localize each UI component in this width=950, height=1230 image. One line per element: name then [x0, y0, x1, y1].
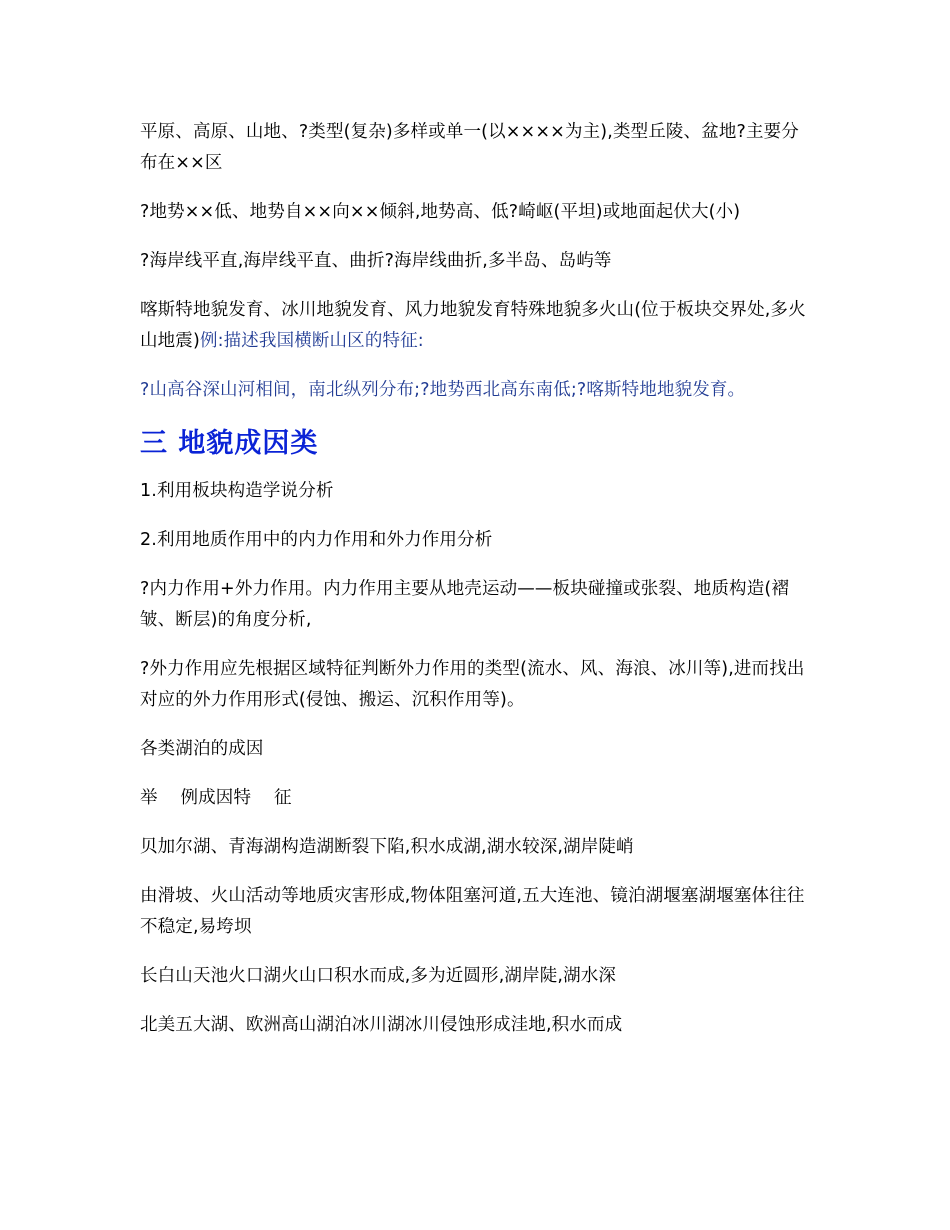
paragraph-lake-origins-title: 各类湖泊的成因: [140, 739, 264, 759]
paragraph-tectonic-lake: 贝加尔湖、青海湖构造湖断裂下陷,积水成湖,湖水较深,湖岸陡峭: [140, 837, 634, 857]
paragraph-barrier-lake: 由滑坡、火山活动等地质灾害形成,物体阻塞河道,五大连池、镜泊湖堰塞湖堰塞体往往不稳定,易垮坝: [140, 886, 805, 937]
document-page: [140, 117, 812, 1059]
paragraph-plate-tectonics: 1.利用板块构造学说分析: [140, 481, 334, 501]
paragraph-internal-force: ?内力作用+外力作用。内力作用主要从地壳运动——板块碰撞或张裂、地质构造(褶皱、断层)的角度分析,: [140, 579, 789, 630]
paragraph-terrain-slope: ?地势××低、地势自××向××倾斜,地势高、低?崎岖(平坦)或地面起伏大(小): [140, 202, 741, 222]
special-landforms-text: 喀斯特地貌发育、冰川地貌发育、风力地貌发育特殊地貌多火山(位于板块交界处,多火山地震): [140, 300, 806, 351]
paragraph-lake-table-header: 举 例成因特 征: [140, 788, 292, 808]
paragraph-special-landforms: [140, 295, 812, 357]
example-prompt: 例:描述我国横断山区的特征:: [199, 331, 424, 351]
paragraph-terrain-types: 平原、高原、山地、?类型(复杂)多样或单一(以××××为主),类型丘陵、盆地?主要分布在××区: [140, 122, 799, 173]
paragraph-coastline: ?海岸线平直,海岸线平直、曲折?海岸线曲折,多半岛、岛屿等: [140, 251, 612, 271]
paragraph-external-force: ?外力作用应先根据区域特征判断外力作用的类型(流水、风、海浪、冰川等),进而找出对应的外力作用形式(侵蚀、搬运、沉积作用等)。: [140, 659, 805, 710]
section-heading: 三 地貌成因类: [140, 428, 319, 459]
paragraph-crater-lake: 长白山天池火口湖火山口积水而成,多为近圆形,湖岸陡,湖水深: [140, 966, 617, 986]
paragraph-glacial-lake: 北美五大湖、欧洲高山湖泊冰川湖冰川侵蚀形成洼地,积水而成: [140, 1015, 623, 1035]
example-answer: ?山高谷深山河相间，南北纵列分布;?地势西北高东南低;?喀斯特地地貌发育。: [140, 380, 746, 400]
paragraph-geological-forces: 2.利用地质作用中的内力作用和外力作用分析: [140, 530, 493, 550]
